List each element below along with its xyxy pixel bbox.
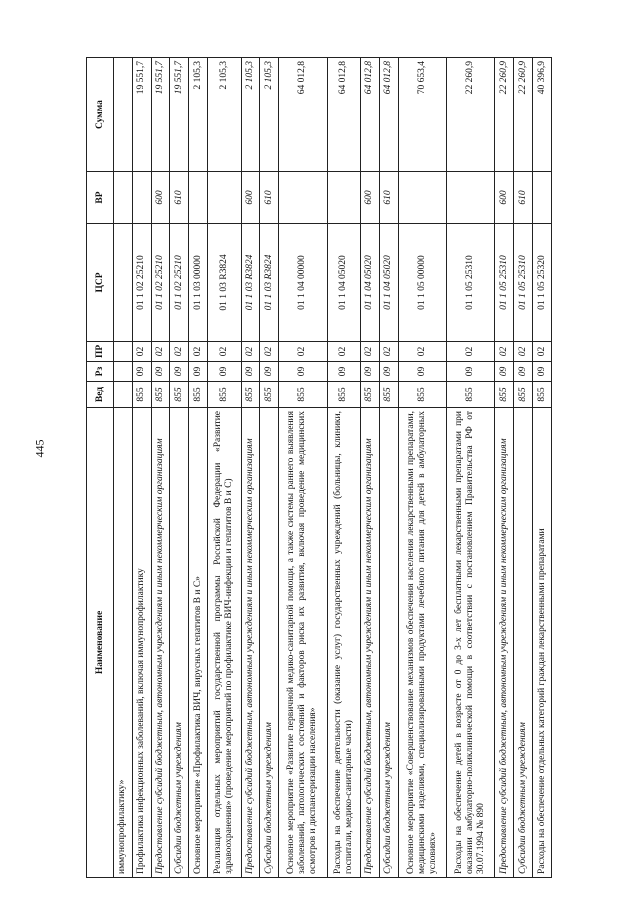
cell-pr (114, 342, 133, 362)
cell-vr (447, 172, 495, 224)
cell-sum: 22 260,9 (514, 58, 533, 172)
cell-csr: 01 1 02 25210 (170, 224, 189, 342)
cell-sum: 2 105,3 (189, 58, 208, 172)
cell-csr: 01 1 03 R3824 (260, 224, 279, 342)
header-sum: Сумма (87, 58, 114, 172)
cell-vr (207, 172, 241, 224)
cell-vr: 610 (379, 172, 398, 224)
cell-vr: 600 (361, 172, 380, 224)
cell-vr: 610 (260, 172, 279, 224)
cell-name: Основное мероприятие «Профилактика ВИЧ, вирусных гепатитов В и С» (189, 408, 208, 878)
table-row (279, 58, 327, 878)
cell-name: Расходы на обеспечение детей в возрасте от 0 до 3-х лет бесплатными лекарственными препаратами при оказании амбулаторно-поликлинической помощи в соответствии с постановлением Правительства РФ от 30.07.1994 № 890 (447, 408, 495, 878)
cell-sum: 40 396,9 (533, 58, 552, 172)
cell-pr: 02 (260, 342, 279, 362)
cell-ved: 855 (151, 382, 170, 408)
cell-pr: 02 (379, 342, 398, 362)
cell-rz: 09 (327, 362, 361, 382)
cell-csr: 01 1 02 25210 (132, 224, 151, 342)
cell-ved: 855 (189, 382, 208, 408)
cell-ved: 855 (495, 382, 514, 408)
cell-rz: 09 (260, 362, 279, 382)
cell-pr: 02 (447, 342, 495, 362)
cell-csr: 01 1 05 00000 (398, 224, 446, 342)
cell-ved: 855 (447, 382, 495, 408)
cell-vr: 600 (151, 172, 170, 224)
cell-vr (398, 172, 446, 224)
cell-vr (114, 172, 133, 224)
cell-ved: 855 (379, 382, 398, 408)
cell-vr: 610 (514, 172, 533, 224)
cell-sum: 2 105,3 (260, 58, 279, 172)
cell-name: Предоставление субсидий бюджетным, автономным учреждениям и иным некоммерческим организациям (151, 408, 170, 878)
cell-rz: 09 (495, 362, 514, 382)
cell-pr: 02 (207, 342, 241, 362)
cell-vr (189, 172, 208, 224)
table-row (241, 58, 260, 878)
table-row (170, 58, 189, 878)
cell-sum: 64 012,8 (361, 58, 380, 172)
header-vr: ВР (87, 172, 114, 224)
cell-csr: 01 1 04 05020 (361, 224, 380, 342)
cell-rz: 09 (514, 362, 533, 382)
cell-name: Основное мероприятие «Совершенствование механизмов обеспечения населения лекарственными препаратами, медицинскими изделиями, специализированными продуктами лечебного питания для детей в амбулаторных условиях» (398, 408, 446, 878)
cell-rz: 09 (241, 362, 260, 382)
cell-csr: 01 1 02 25210 (151, 224, 170, 342)
cell-name: Субсидии бюджетным учреждениям (260, 408, 279, 878)
cell-csr: 01 1 04 05020 (327, 224, 361, 342)
cell-sum: 22 260,9 (495, 58, 514, 172)
cell-csr: 01 1 04 00000 (279, 224, 327, 342)
table-row (379, 58, 398, 878)
cell-vr: 610 (170, 172, 189, 224)
cell-csr: 01 1 03 R3824 (207, 224, 241, 342)
header-name: Наименование (87, 408, 114, 878)
cell-pr: 02 (151, 342, 170, 362)
cell-rz: 09 (279, 362, 327, 382)
table-row (114, 58, 133, 878)
cell-name: Предоставление субсидий бюджетным, автономным учреждениям и иным некоммерческим организациям (361, 408, 380, 878)
table-row (447, 58, 495, 878)
budget-table-container (86, 58, 552, 878)
cell-sum: 2 105,3 (241, 58, 260, 172)
cell-vr: 600 (495, 172, 514, 224)
cell-name: Расходы на обеспечение деятельности (оказание услуг) государственных учреждений (больницы, клиники, госпитали, медико-санитарные части) (327, 408, 361, 878)
cell-name: Субсидии бюджетным учреждениям (379, 408, 398, 878)
cell-ved: 855 (398, 382, 446, 408)
cell-sum: 22 260,9 (447, 58, 495, 172)
table-row (207, 58, 241, 878)
cell-csr: 01 1 03 00000 (189, 224, 208, 342)
table-row (514, 58, 533, 878)
cell-ved (114, 382, 133, 408)
cell-rz: 09 (533, 362, 552, 382)
cell-pr: 02 (279, 342, 327, 362)
cell-vr (279, 172, 327, 224)
cell-ved: 855 (533, 382, 552, 408)
cell-csr: 01 1 05 25310 (447, 224, 495, 342)
cell-rz: 09 (447, 362, 495, 382)
cell-rz: 09 (361, 362, 380, 382)
cell-name: Предоставление субсидий бюджетным, автономным учреждениям и иным некоммерческим организациям (241, 408, 260, 878)
cell-rz: 09 (132, 362, 151, 382)
cell-vr (533, 172, 552, 224)
cell-vr: 600 (241, 172, 260, 224)
cell-sum: 19 551,7 (151, 58, 170, 172)
cell-name: Субсидии бюджетным учреждениям (514, 408, 533, 878)
cell-name: Реализация отдельных мероприятий государственной программы Российской Федерации «Развитие здравоохранения» (проведение мероприятий по профилактике ВИЧ-инфекции и гепатитов В и С) (207, 408, 241, 878)
cell-ved: 855 (241, 382, 260, 408)
cell-pr: 02 (241, 342, 260, 362)
cell-rz: 09 (151, 362, 170, 382)
cell-ved: 855 (279, 382, 327, 408)
cell-sum: 64 012,8 (379, 58, 398, 172)
cell-pr: 02 (495, 342, 514, 362)
cell-ved: 855 (514, 382, 533, 408)
table-row (361, 58, 380, 878)
cell-csr: 01 1 04 05020 (379, 224, 398, 342)
table-row (533, 58, 552, 878)
cell-pr: 02 (189, 342, 208, 362)
cell-pr: 02 (327, 342, 361, 362)
cell-name: Основное мероприятие «Развитие первичной медико-санитарной помощи, а также системы раннего выявления заболеваний, патологических состояний и факторов риска их развития, включая проведение медицинских осмотров и диспансеризации населения» (279, 408, 327, 878)
cell-name: Расходы на обеспечение отдельных категорий граждан лекарственными препаратами (533, 408, 552, 878)
table-row (398, 58, 446, 878)
cell-rz: 09 (207, 362, 241, 382)
cell-sum: 70 653,4 (398, 58, 446, 172)
cell-vr (327, 172, 361, 224)
cell-csr: 01 1 05 25310 (495, 224, 514, 342)
cell-pr: 02 (533, 342, 552, 362)
header-rz: Рз (87, 362, 114, 382)
cell-rz: 09 (398, 362, 446, 382)
cell-ved: 855 (361, 382, 380, 408)
cell-pr: 02 (514, 342, 533, 362)
header-ved: Вед (87, 382, 114, 408)
header-pr: ПР (87, 342, 114, 362)
cell-vr (132, 172, 151, 224)
cell-pr: 02 (398, 342, 446, 362)
cell-ved: 855 (260, 382, 279, 408)
cell-csr: 01 1 05 25310 (514, 224, 533, 342)
cell-name: Предоставление субсидий бюджетным, автономным учреждениям и иным некоммерческим организациям (495, 408, 514, 878)
header-csr: ЦСР (87, 224, 114, 342)
cell-rz: 09 (379, 362, 398, 382)
cell-csr: 01 1 03 R3824 (241, 224, 260, 342)
cell-csr (114, 224, 133, 342)
cell-name: Субсидии бюджетным учреждениям (170, 408, 189, 878)
cell-rz: 09 (170, 362, 189, 382)
table-row (189, 58, 208, 878)
cell-sum: 64 012,8 (327, 58, 361, 172)
cell-rz: 09 (189, 362, 208, 382)
cell-sum: 64 012,8 (279, 58, 327, 172)
cell-ved: 855 (327, 382, 361, 408)
cell-name: иммунопрофилактику» (114, 408, 133, 878)
table-header-row (87, 58, 114, 878)
cell-sum: 2 105,3 (207, 58, 241, 172)
cell-sum (114, 58, 133, 172)
cell-ved: 855 (207, 382, 241, 408)
table-row (151, 58, 170, 878)
cell-ved: 855 (132, 382, 151, 408)
cell-ved: 855 (170, 382, 189, 408)
table-row (327, 58, 361, 878)
cell-sum: 19 551,7 (132, 58, 151, 172)
page-number: 445 (32, 439, 47, 458)
cell-pr: 02 (132, 342, 151, 362)
table-row (495, 58, 514, 878)
table-row (132, 58, 151, 878)
cell-csr: 01 1 05 25320 (533, 224, 552, 342)
cell-pr: 02 (361, 342, 380, 362)
cell-pr: 02 (170, 342, 189, 362)
cell-name: Профилактика инфекционных заболеваний, включая иммунопрофилактику (132, 408, 151, 878)
budget-table (86, 57, 552, 878)
cell-rz (114, 362, 133, 382)
cell-sum: 19 551,7 (170, 58, 189, 172)
table-row (260, 58, 279, 878)
